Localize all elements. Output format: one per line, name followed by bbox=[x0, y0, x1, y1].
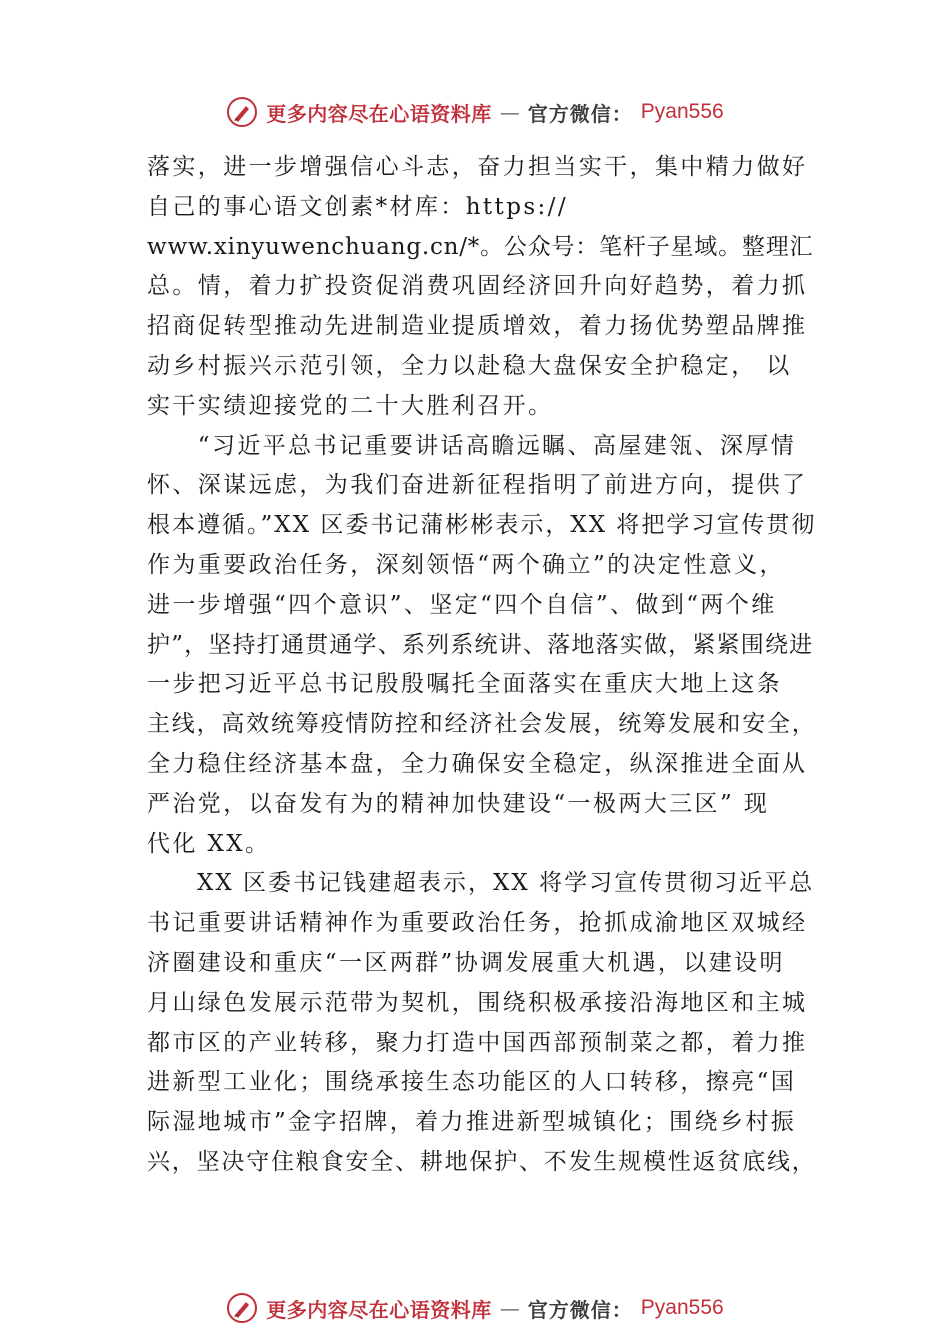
text-line: 进新型工业化；围绕承接生态功能区的人口转移，擦亮“国 bbox=[147, 1069, 797, 1096]
text-line: 怀、深谋远虑，为我们奋进新征程指明了前进方向，提供了 bbox=[147, 472, 808, 499]
text-line: 月山绿色发展示范带为契机，围绕积极承接沿海地区和主城 bbox=[147, 989, 808, 1016]
watermark-label: 官方微信： bbox=[527, 1297, 633, 1322]
watermark-wechat-id: Pyan556 bbox=[640, 100, 724, 123]
watermark-label: 官方微信： bbox=[527, 101, 633, 126]
text-line: 落实，进一步增强信心斗志，奋力担当实干，集中精力做好 bbox=[147, 154, 808, 180]
header-watermark bbox=[0, 92, 950, 132]
text-line: 实干实绩迎接党的二十大胜利召开。 bbox=[147, 392, 554, 419]
watermark-separator: — bbox=[499, 100, 520, 124]
watermark-separator: — bbox=[499, 1296, 520, 1320]
text-line: 都市区的产业转移，聚力打造中国西部预制菜之都，着力推 bbox=[147, 1029, 808, 1056]
watermark-wechat-id: Pyan556 bbox=[640, 1296, 724, 1319]
text-line: 动乡村振兴示范引领，全力以赴稳大盘保安全护稳定， 以 bbox=[147, 352, 792, 379]
text-line: 招商促转型推动先进制造业提质增效，着力扬优势塑品牌推 bbox=[147, 313, 808, 340]
text-line: 书记重要讲话精神作为重要政治任务，抢抓成渝地区双城经 bbox=[147, 910, 808, 937]
pen-logo-icon bbox=[226, 96, 258, 128]
text-line: 一步把习近平总书记殷殷嘱托全面落实在重庆大地上这条 bbox=[147, 671, 782, 698]
text-line: 进一步增强“四个意识”、坚定“四个自信”、做到“两个维 bbox=[147, 591, 777, 618]
text-line: 代化 XX。 bbox=[147, 830, 271, 857]
text-line: 护”，坚持打通贯通学、系列系统讲、落地落实做，紧紧围绕进 bbox=[147, 631, 814, 658]
text-line: 总。情，着力扩投资促消费巩固经济回升向好趋势，着力抓 bbox=[147, 273, 808, 300]
text-line: 根本遵循。”XX 区委书记蒲彬彬表示，XX 将把学习宣传贯彻 bbox=[147, 512, 817, 539]
footer-watermark bbox=[0, 1288, 950, 1328]
text-line: XX 区委书记钱建超表示，XX 将学习宣传贯彻习近平总 bbox=[147, 870, 815, 897]
text-line: 济圈建设和重庆“一区两群”协调发展重大机遇，以建设明 bbox=[147, 949, 785, 976]
text-line: www.xinyuwenchuang.cn/*。公众号：笔杆子星域。整理汇 bbox=[147, 233, 814, 260]
document-body bbox=[147, 148, 817, 1183]
text-line: 主线，高效统筹疫情防控和经济社会发展，统筹发展和安全， bbox=[147, 711, 817, 738]
text-line: 全力稳住经济基本盘，全力确保安全稳定，纵深推进全面从 bbox=[147, 750, 808, 777]
pen-logo-icon bbox=[226, 1292, 258, 1324]
watermark-title: 更多内容尽在心语资料库 bbox=[266, 101, 492, 126]
text-line: 自己的事心语文创素*材库：https:// bbox=[147, 193, 568, 220]
text-line: 际湿地城市”金字招牌，着力推进新型城镇化；围绕乡村振 bbox=[147, 1109, 797, 1136]
watermark-title: 更多内容尽在心语资料库 bbox=[266, 1297, 492, 1322]
text-line: 严治党，以奋发有为的精神加快建设“一极两大三区” 现 bbox=[147, 790, 770, 817]
text-line: “习近平总书记重要讲话高瞻远瞩、高屋建瓴、深厚情 bbox=[147, 432, 797, 459]
text-line: 作为重要政治任务，深刻领悟“两个确立”的决定性意义， bbox=[147, 551, 785, 578]
text-line: 兴，坚决守住粮食安全、耕地保护、不发生规模性返贫底线， bbox=[147, 1148, 817, 1175]
